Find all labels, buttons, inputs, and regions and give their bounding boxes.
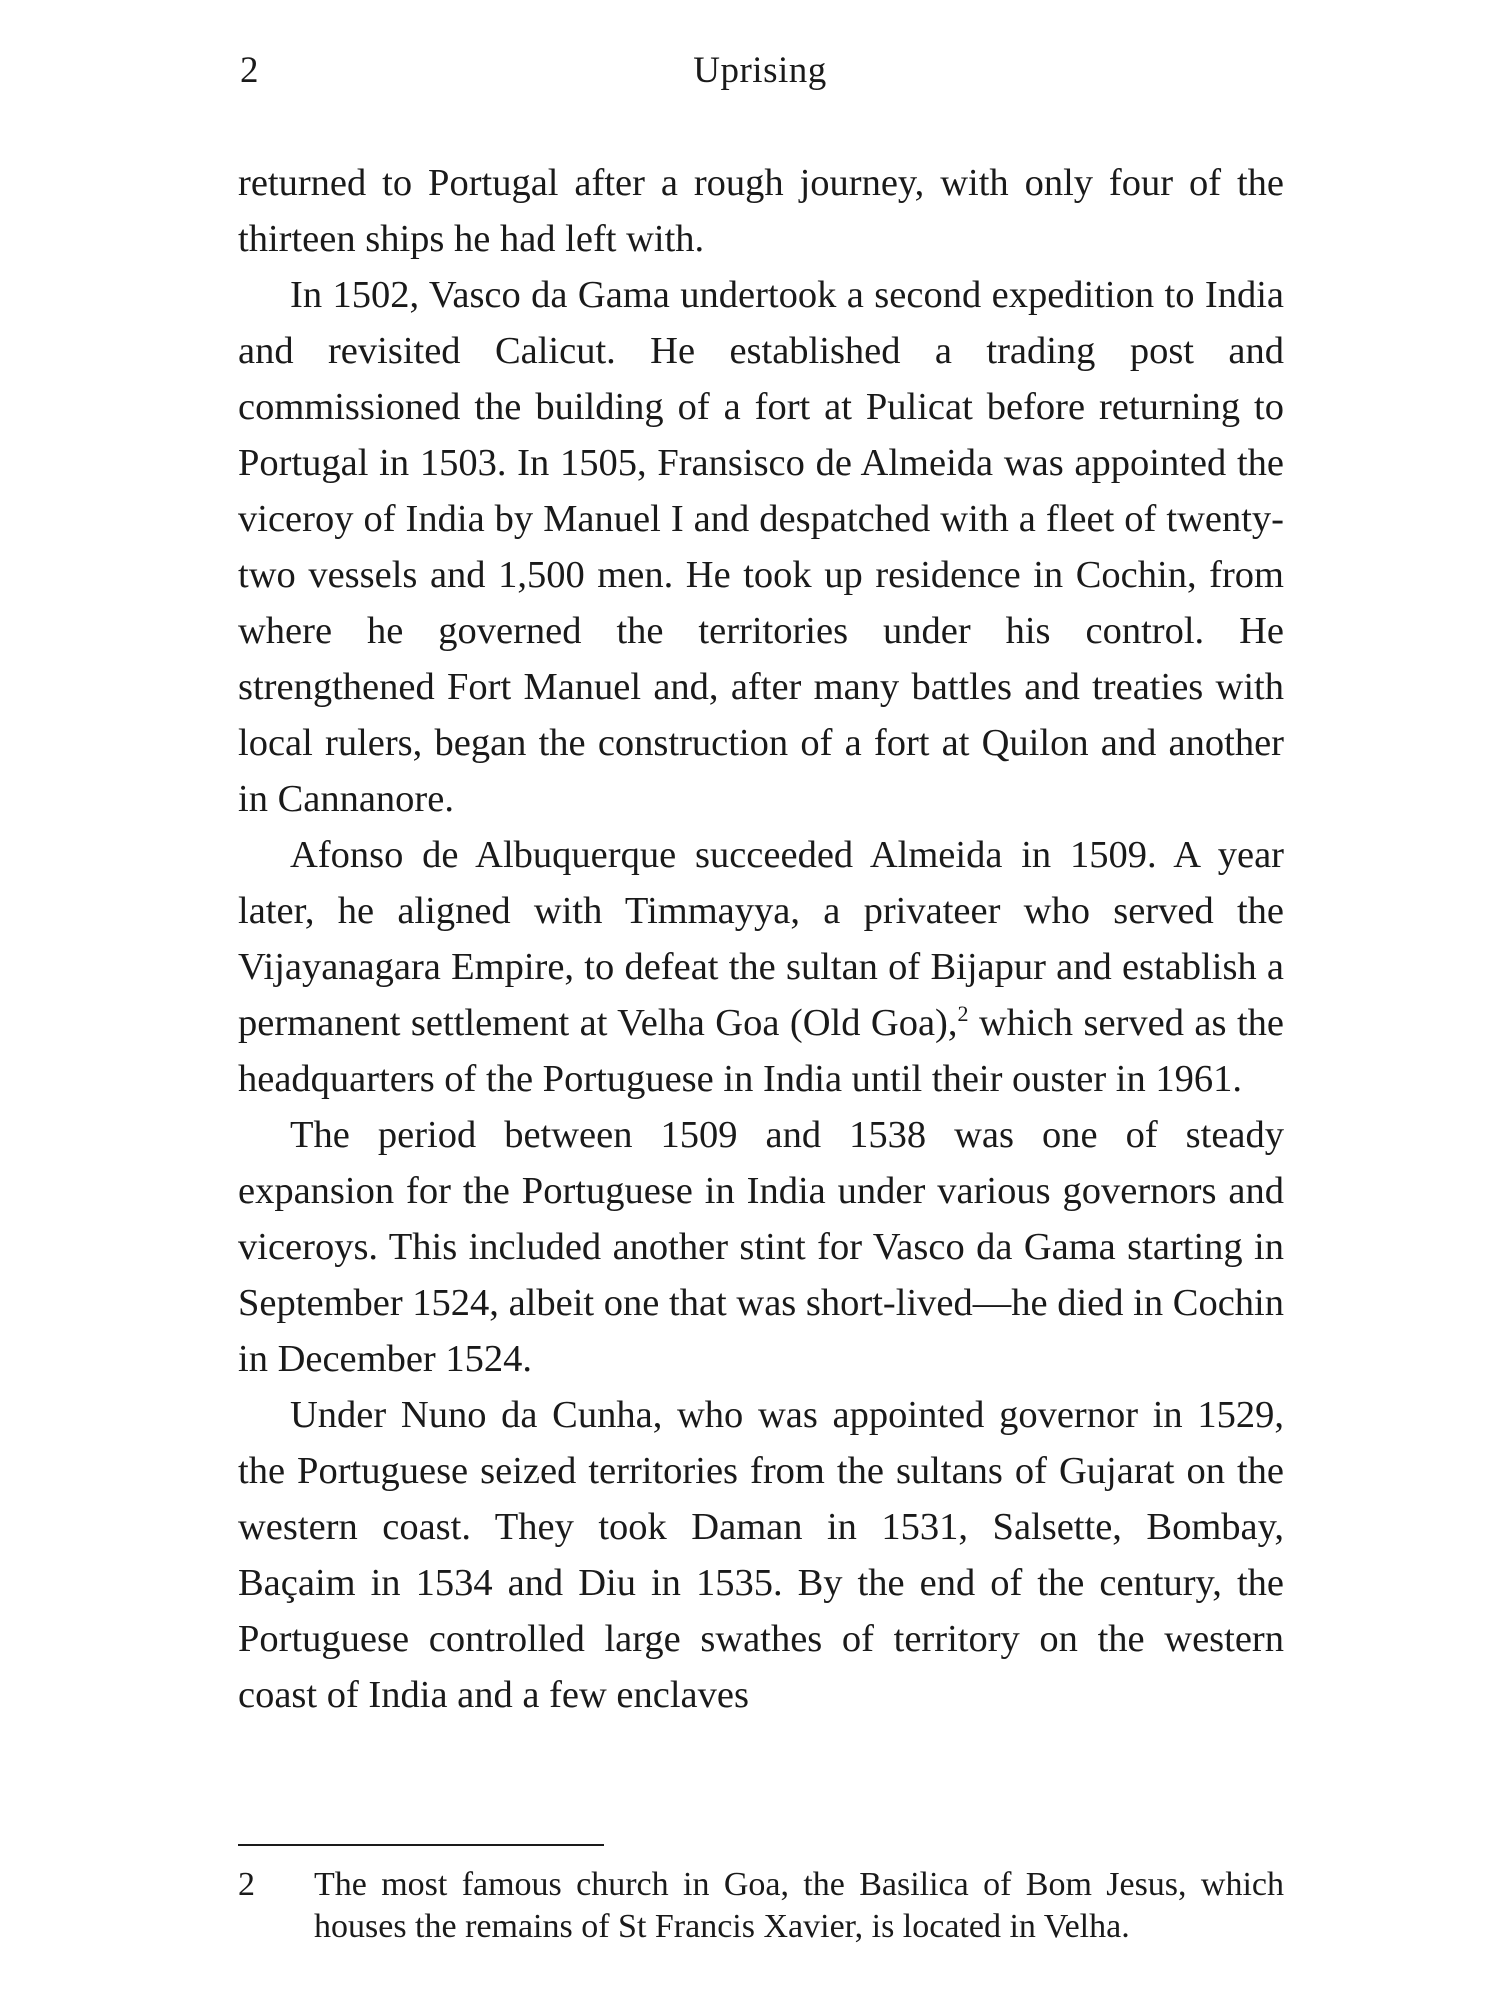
paragraph-2: In 1502, Vasco da Gama undertook a second expedition to India and revisited Calicut. He established a trading post and commissioned the building of a fort at Pulicat before returning to Portugal in 1503. In 1505, Fransisco de Almeida was appointed the viceroy of India by Manuel I and despatched with a fleet of twenty-two vessels and 1,500 men. He took up residence in Cochin, from where he governed the territories under his control. He strengthened Fort Manuel and, after many battles and treaties with local rulers, began the construction of a fort at Quilon and another in Cannanore. — [238, 274, 1284, 820]
footnote — [238, 1864, 1284, 1948]
running-head — [240, 46, 1280, 96]
footnote-reference: 2 — [957, 1001, 969, 1027]
footnote-text: The most famous church in Goa, the Basilica of Bom Jesus, which houses the remains of St Francis Xavier, is located in Velha. — [314, 1866, 1284, 1945]
paragraph-1: returned to Portugal after a rough journey, with only four of the thirteen ships he had left with. — [238, 162, 1284, 260]
paragraph-3-text-after-ref: which served as the headquarters of the Portuguese in India until their ouster in 1961. — [238, 1002, 1284, 1100]
running-title: Uprising — [693, 50, 827, 91]
footnote-divider — [238, 1844, 604, 1846]
paragraph-4: The period between 1509 and 1538 was one of steady expansion for the Portuguese in India under various governors and viceroys. This included another stint for Vasco da Gama starting in September 1524, albeit one that was short-lived—he died in Cochin in December 1524. — [238, 1114, 1284, 1380]
paragraph-5: Under Nuno da Cunha, who was appointed governor in 1529, the Portuguese seized territories from the sultans of Gujarat on the western coast. They took Daman in 1531, Salsette, Bombay, Baçaim in 1534 and Diu in 1535. By the end of the century, the Portuguese controlled large swathes of territory on the western coast of India and a few enclaves — [238, 1394, 1284, 1716]
paragraph-3-text-before-ref: Afonso de Albuquerque succeeded Almeida in 1509. A year later, he aligned with Timmayya, a privateer who served the Vijayanagara Empire, to defeat the sultan of Bijapur and establish a permanent settlement at Velha Goa (Old Goa), — [238, 834, 1284, 1044]
paragraph-3 — [238, 827, 1284, 1107]
page-number: 2 — [240, 50, 259, 91]
body-text — [238, 155, 1284, 1723]
footnote-number: 2 — [238, 1866, 255, 1903]
